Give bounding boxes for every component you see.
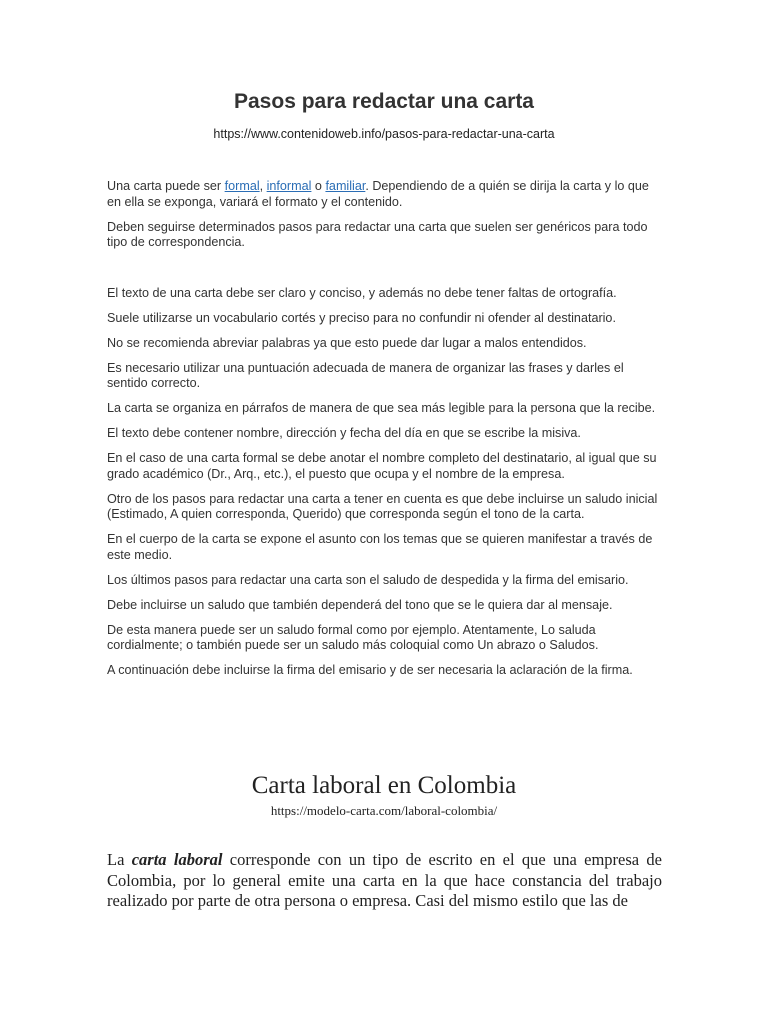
body-paragraph: Deben seguirse determinados pasos para redactar una carta que suelen ser genéricos para todo tipo de correspondencia. [107, 219, 648, 249]
body-rest: corresponde con un tipo de escrito en el que una empresa de Colombia, por lo general emite una carta en la que hace constancia del trabajo realizado por parte de otra persona o empresa. Casi del mismo estilo que las de [107, 850, 662, 910]
body-paragraph: A continuación debe incluirse la firma del emisario y de ser necesaria la aclaración de la firma. [107, 663, 633, 677]
section-body-paragraph [107, 850, 662, 912]
body-paragraph: Suele utilizarse un vocabulario cortés y preciso para no confundir ni ofender al destinatario. [107, 310, 616, 325]
section-source-url: https://modelo-carta.com/laboral-colombia/ [270, 803, 498, 818]
body-paragraph: Debe incluirse un saludo que también dependerá del tono que se le quiera dar al mensaje. [107, 597, 613, 612]
body-paragraph: De esta manera puede ser un saludo formal como por ejemplo. Atentamente, Lo saluda cordialmente; o también puede ser un saludo más coloquial como Un abrazo o Saludos. [107, 622, 599, 652]
body-paragraph: En el caso de una carta formal se debe anotar el nombre completo del destinatario, al igual que su grado académico (Dr., Arq., etc.), el puesto que ocupa y el nombre de la empresa. [107, 451, 657, 481]
intro-separator: o [311, 179, 326, 193]
article-body [107, 179, 663, 688]
body-paragraph: En el cuerpo de la carta se expone el asunto con los temas que se quieren manifestar a través de este medio. [107, 532, 653, 562]
article-source-url: https://www.contenidoweb.info/pasos-para-redactar-una-carta [213, 127, 555, 141]
body-paragraph: El texto de una carta debe ser claro y conciso, y además no debe tener faltas de ortografía. [107, 285, 617, 300]
emphasized-term: carta laboral [131, 850, 223, 869]
intro-paragraph [107, 179, 663, 210]
body-paragraph: El texto debe contener nombre, dirección y fecha del día en que se escribe la misiva. [107, 426, 581, 440]
intro-separator: , [259, 179, 267, 193]
link-familiar[interactable]: familiar [325, 179, 366, 193]
intro-text-before: Una carta puede ser [107, 179, 225, 193]
body-paragraph: Es necesario utilizar una puntuación adecuada de manera de organizar las frases y darles el sentido correcto. [107, 360, 624, 390]
link-formal[interactable]: formal [224, 179, 260, 193]
section-title: Carta laboral en Colombia [251, 772, 517, 799]
intro-text-after: . Dependiendo de a quién se dirija la carta y lo que en ella se exponga, variará el formato y el contenido. [107, 179, 649, 209]
body-paragraph: Otro de los pasos para redactar una carta a tener en cuenta es que debe incluirse un saludo inicial (Estimado, A quien corresponda, Querido) que corresponda según el tono de la carta. [107, 491, 658, 521]
body-lead: La [107, 850, 132, 869]
body-paragraph: La carta se organiza en párrafos de manera de que sea más legible para la persona que la recibe. [107, 401, 656, 415]
body-paragraph: Los últimos pasos para redactar una carta son el saludo de despedida y la firma del emisario. [107, 572, 629, 587]
article-title: Pasos para redactar una carta [234, 90, 534, 113]
body-paragraph: No se recomienda abreviar palabras ya que esto puede dar lugar a malos entendidos. [107, 335, 587, 350]
link-informal[interactable]: informal [266, 179, 312, 193]
